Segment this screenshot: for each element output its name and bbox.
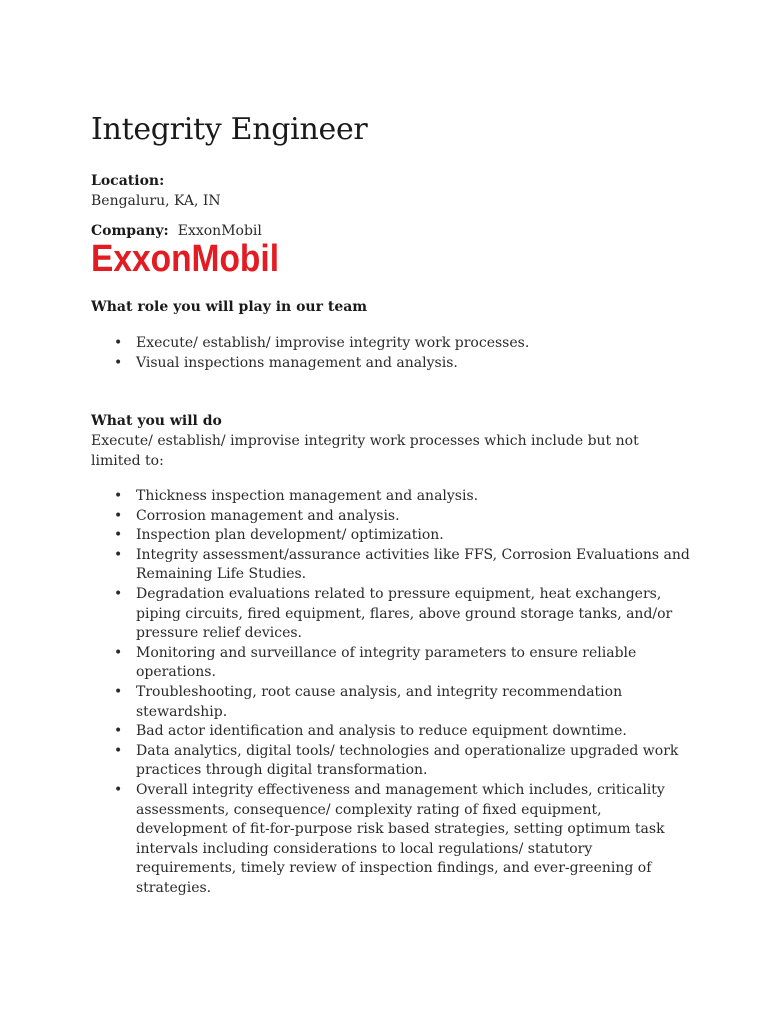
location-label: Location: [91,173,165,189]
role-list [91,334,691,373]
list-item [91,585,691,644]
list-item-text: Inspection plan development/ optimization. [136,527,444,544]
list-item [91,334,691,354]
list-item-text: Visual inspections management and analysis. [136,354,458,371]
bullet-icon: • [114,644,123,661]
do-section [91,411,661,471]
list-item [91,683,691,722]
bullet-icon: • [114,527,123,544]
list-item-text: Bad actor identification and analysis to reduce equipment downtime. [136,723,627,740]
list-item [91,644,691,683]
bullet-icon: • [114,683,123,700]
company-label: Company: [91,223,169,239]
list-item [91,742,691,781]
bullet-icon: • [114,335,123,351]
list-item-text: Data analytics, digital tools/ technologies and operationalize upgraded work practices through digital transformation. [136,742,679,779]
list-item [91,781,691,899]
list-item [91,546,691,585]
list-item-text: Execute/ establish/ improvise integrity work processes. [136,335,530,351]
list-item [91,507,691,527]
logo-text: ExxonMobil [91,238,279,280]
do-section-intro: Execute/ establish/ improvise integrity work processes which include but not limited to: [91,433,639,469]
bullet-icon: • [114,723,123,740]
list-item-text: Troubleshooting, root cause analysis, and integrity recommendation stewardship. [136,683,623,720]
bullet-icon: • [114,507,123,524]
list-item [91,354,691,374]
bullet-icon: • [114,585,123,602]
do-section-heading: What you will do [91,413,222,429]
list-item [91,722,691,742]
list-item [91,487,691,507]
list-item-text: Integrity assessment/assurance activities like FFS, Corrosion Evaluations and Remaining Life Studies. [136,546,690,583]
page-title: Integrity Engineer [91,112,368,147]
bullet-icon: • [114,488,123,504]
bullet-icon: • [114,742,123,759]
exxonmobil-logo [91,236,281,278]
location-block [91,171,221,211]
list-item-text: Corrosion management and analysis. [136,507,400,524]
bullet-icon: • [114,354,123,371]
bullet-icon: • [114,781,123,798]
do-list [91,487,691,898]
list-item [91,526,691,546]
list-item-text: Degradation evaluations related to pressure equipment, heat exchangers, piping circuits, fired equipment, flares, above ground storage tanks, and/or pressure relief devices. [136,585,673,642]
company-value: ExxonMobil [177,223,262,239]
list-item-text: Monitoring and surveillance of integrity parameters to ensure reliable operations. [136,644,637,681]
role-section-heading: What role you will play in our team [91,299,368,315]
location-value: Bengaluru, KA, IN [91,193,221,209]
bullet-icon: • [114,546,123,563]
list-item-text: Overall integrity effectiveness and management which includes, criticality assessments, consequence/ complexity rating of fixed equipment, development of fit-for-purpose risk based strategies, setting optimum task intervals including considerations to local regulations/ statutory requirements, timely review of inspection findings, and ever-greening of strategies. [136,781,665,896]
list-item-text: Thickness inspection management and analysis. [136,488,479,504]
